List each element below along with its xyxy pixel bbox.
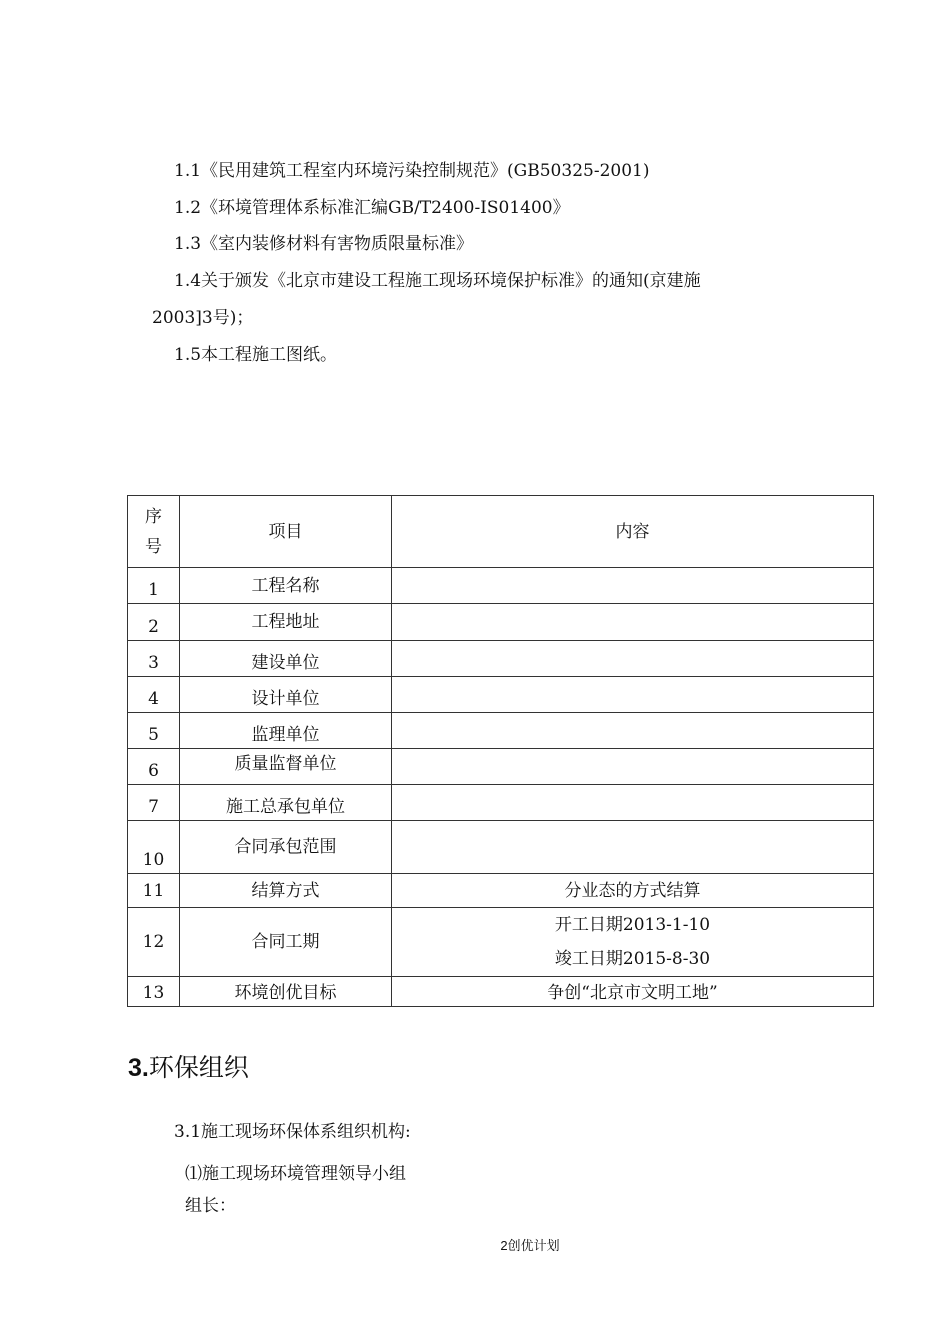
row-content [392, 785, 874, 821]
row-content [392, 677, 874, 713]
table-row [128, 785, 874, 821]
row-no: 7 [128, 785, 180, 821]
row-content [392, 908, 874, 977]
row-no: 11 [128, 874, 180, 908]
section-title: 环保组织 [148, 1053, 249, 1082]
org-item: 组长： [185, 1196, 236, 1216]
row-no: 4 [128, 677, 180, 713]
header-item: 项目 [180, 496, 392, 568]
table-row [128, 604, 874, 641]
row-content [392, 713, 874, 749]
row-item: 质量监督单位 [180, 749, 392, 785]
row-content [392, 821, 874, 874]
row-content [392, 568, 874, 604]
header-content: 内容 [392, 496, 874, 568]
table-row [128, 749, 874, 785]
row-no: 2 [128, 604, 180, 641]
section-heading [128, 1048, 249, 1084]
section-number: 3. [128, 1054, 149, 1082]
table-row [128, 713, 874, 749]
org-subheading: 3.1施工现场环保体系组织机构: [174, 1122, 411, 1142]
reference-item: 1.3《室内装修材料有害物质限量标准》 [174, 234, 474, 254]
reference-item: 1.4关于颁发《北京市建设工程施工现场环境保护标准》的通知(京建施 [174, 271, 701, 291]
reference-item-continuation: 2003]3号)； [152, 308, 254, 328]
row-no: 6 [128, 749, 180, 785]
row-no: 3 [128, 641, 180, 677]
reference-item: 1.2《环境管理体系标准汇编GB/T2400-IS01400》 [174, 198, 570, 218]
header-no: 序号 [128, 496, 180, 568]
row-item: 施工总承包单位 [180, 785, 392, 821]
table-row [128, 977, 874, 1007]
row-content [392, 604, 874, 641]
org-item: ⑴施工现场环境管理领导小组 [185, 1164, 406, 1184]
row-item: 工程名称 [180, 568, 392, 604]
end-date: 竣工日期2015-8-30 [554, 949, 711, 969]
table-row [128, 677, 874, 713]
row-content: 分业态的方式结算 [392, 874, 874, 908]
row-item: 合同承包范围 [180, 821, 392, 874]
project-info-table [127, 495, 874, 1007]
row-item: 结算方式 [180, 874, 392, 908]
table-row [128, 641, 874, 677]
row-item: 环境创优目标 [180, 977, 392, 1007]
table-row [128, 908, 874, 977]
page-footer [0, 1235, 950, 1254]
row-item: 工程地址 [180, 604, 392, 641]
row-item: 设计单位 [180, 677, 392, 713]
row-content: 争创“北京市文明工地” [392, 977, 874, 1007]
row-item: 监理单位 [180, 713, 392, 749]
start-date: 开工日期2013-1-10 [554, 915, 711, 935]
row-no: 10 [128, 821, 180, 874]
reference-item: 1.1《民用建筑工程室内环境污染控制规范》(GB50325-2001) [174, 161, 650, 181]
table-row [128, 821, 874, 874]
reference-item: 1.5本工程施工图纸。 [174, 345, 338, 365]
row-content [392, 749, 874, 785]
row-no: 1 [128, 568, 180, 604]
row-no: 5 [128, 713, 180, 749]
row-item: 建设单位 [180, 641, 392, 677]
footer-text: 2创优计划 [500, 1238, 560, 1253]
row-no: 13 [128, 977, 180, 1007]
row-no: 12 [128, 908, 180, 977]
row-content [392, 641, 874, 677]
table-row [128, 874, 874, 908]
row-item: 合同工期 [180, 908, 392, 977]
table-header-row [128, 496, 874, 568]
table-row [128, 568, 874, 604]
